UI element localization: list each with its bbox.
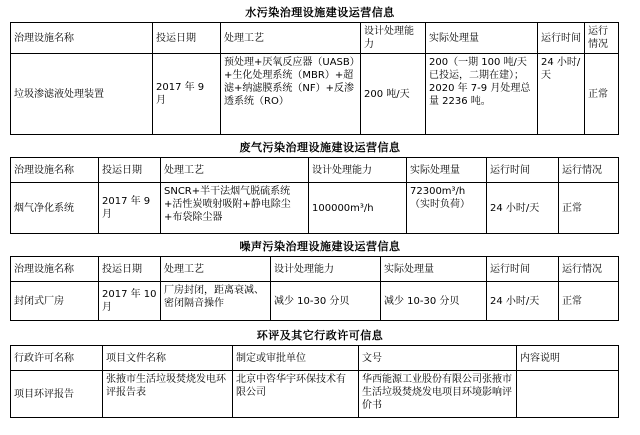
column-header-facility-name: 治理设施名称 xyxy=(11,23,153,54)
table-water-pollution xyxy=(10,22,619,135)
column-header-start-date: 投运日期 xyxy=(99,257,161,282)
cell-document-number: 华西能源工业股份有限公司张掖市生活垃圾焚烧发电项目环境影响评价书 xyxy=(359,371,517,418)
section-eia-permits xyxy=(10,329,630,418)
section-title-noise: 噪声污染治理设施建设运营信息 xyxy=(239,240,401,253)
cell-description xyxy=(517,371,619,418)
column-header-status: 运行情况 xyxy=(559,257,619,282)
cell-process: 厂房封闭，距离衰减、密闭隔音操作 xyxy=(161,282,271,321)
column-header-actual-volume: 实际处理量 xyxy=(381,257,487,282)
cell-status: 正常 xyxy=(559,282,619,321)
table-header-row xyxy=(11,23,619,54)
table-row xyxy=(11,282,619,321)
cell-issuing-authority: 北京中咨华宇环保技术有限公司 xyxy=(233,371,359,418)
column-header-start-date: 投运日期 xyxy=(99,158,161,183)
cell-status: 正常 xyxy=(585,54,619,135)
column-header-process: 处理工艺 xyxy=(221,23,361,54)
column-header-actual-volume: 实际处理量 xyxy=(426,23,538,54)
cell-document-name: 张掖市生活垃圾焚烧发电环评报告表 xyxy=(103,371,233,418)
section-title-water: 水污染治理设施建设运营信息 xyxy=(245,6,395,19)
table-row xyxy=(11,54,619,135)
table-header-row xyxy=(11,158,619,183)
cell-facility-name: 烟气净化系统 xyxy=(11,183,99,234)
column-header-process: 处理工艺 xyxy=(161,158,309,183)
column-header-design-capacity: 设计处理能力 xyxy=(361,23,426,54)
cell-design-capacity: 200 吨/天 xyxy=(361,54,426,135)
table-row xyxy=(11,371,619,418)
section-noise xyxy=(10,240,630,321)
cell-run-time: 24 小时/天 xyxy=(487,183,559,234)
table-noise xyxy=(10,256,619,321)
cell-design-capacity: 减少 10-30 分贝 xyxy=(271,282,381,321)
column-header-status: 运行情况 xyxy=(585,23,619,54)
cell-start-date: 2017 年 9 月 xyxy=(153,54,221,135)
column-header-process: 处理工艺 xyxy=(161,257,271,282)
cell-process: 预处理+厌氧反应器（UASB）+生化处理系统（MBR）+超滤+纳滤膜系统（NF）+反渗透系统（RO） xyxy=(221,54,361,135)
column-header-facility-name: 治理设施名称 xyxy=(11,257,99,282)
column-header-status: 运行情况 xyxy=(559,158,619,183)
cell-permit-name: 项目环评报告 xyxy=(11,371,103,418)
table-eia-permits xyxy=(10,345,619,418)
column-header-facility-name: 治理设施名称 xyxy=(11,158,99,183)
column-header-document-name: 项目文件名称 xyxy=(103,346,233,371)
cell-process: SNCR+半干法烟气脱硫系统+活性炭喷射吸附+静电除尘+布袋除尘器 xyxy=(161,183,309,234)
cell-run-time: 24 小时/天 xyxy=(487,282,559,321)
cell-actual-volume: 减少 10-30 分贝 xyxy=(381,282,487,321)
cell-status: 正常 xyxy=(559,183,619,234)
column-header-run-time: 运行时间 xyxy=(538,23,585,54)
table-header-row xyxy=(11,346,619,371)
section-waste-gas xyxy=(10,141,630,234)
column-header-actual-volume: 实际处理量 xyxy=(407,158,487,183)
section-title-gas: 废气污染治理设施建设运营信息 xyxy=(239,141,401,154)
column-header-design-capacity: 设计处理能力 xyxy=(309,158,407,183)
cell-actual-volume: 200（一期 100 吨/天已投运，二期在建）；2020 年 7-9 月处理总量 2236 吨。 xyxy=(426,54,538,135)
cell-actual-volume: 72300m³/h（实时负荷） xyxy=(407,183,487,234)
column-header-document-number: 文号 xyxy=(359,346,517,371)
table-row xyxy=(11,183,619,234)
column-header-permit-name: 行政许可名称 xyxy=(11,346,103,371)
cell-start-date: 2017 年 10 月 xyxy=(99,282,161,321)
cell-run-time: 24 小时/天 xyxy=(538,54,585,135)
section-title-eia: 环评及其它行政许可信息 xyxy=(256,329,384,342)
column-header-issuing-authority: 制定或审批单位 xyxy=(233,346,359,371)
column-header-design-capacity: 设计处理能力 xyxy=(271,257,381,282)
table-header-row xyxy=(11,257,619,282)
cell-facility-name: 垃圾渗滤液处理装置 xyxy=(11,54,153,135)
column-header-start-date: 投运日期 xyxy=(153,23,221,54)
table-waste-gas xyxy=(10,157,619,234)
section-water-pollution xyxy=(10,6,630,135)
cell-design-capacity: 100000m³/h xyxy=(309,183,407,234)
column-header-description: 内容说明 xyxy=(517,346,619,371)
cell-start-date: 2017 年 9 月 xyxy=(99,183,161,234)
column-header-run-time: 运行时间 xyxy=(487,257,559,282)
column-header-run-time: 运行时间 xyxy=(487,158,559,183)
cell-facility-name: 封闭式厂房 xyxy=(11,282,99,321)
